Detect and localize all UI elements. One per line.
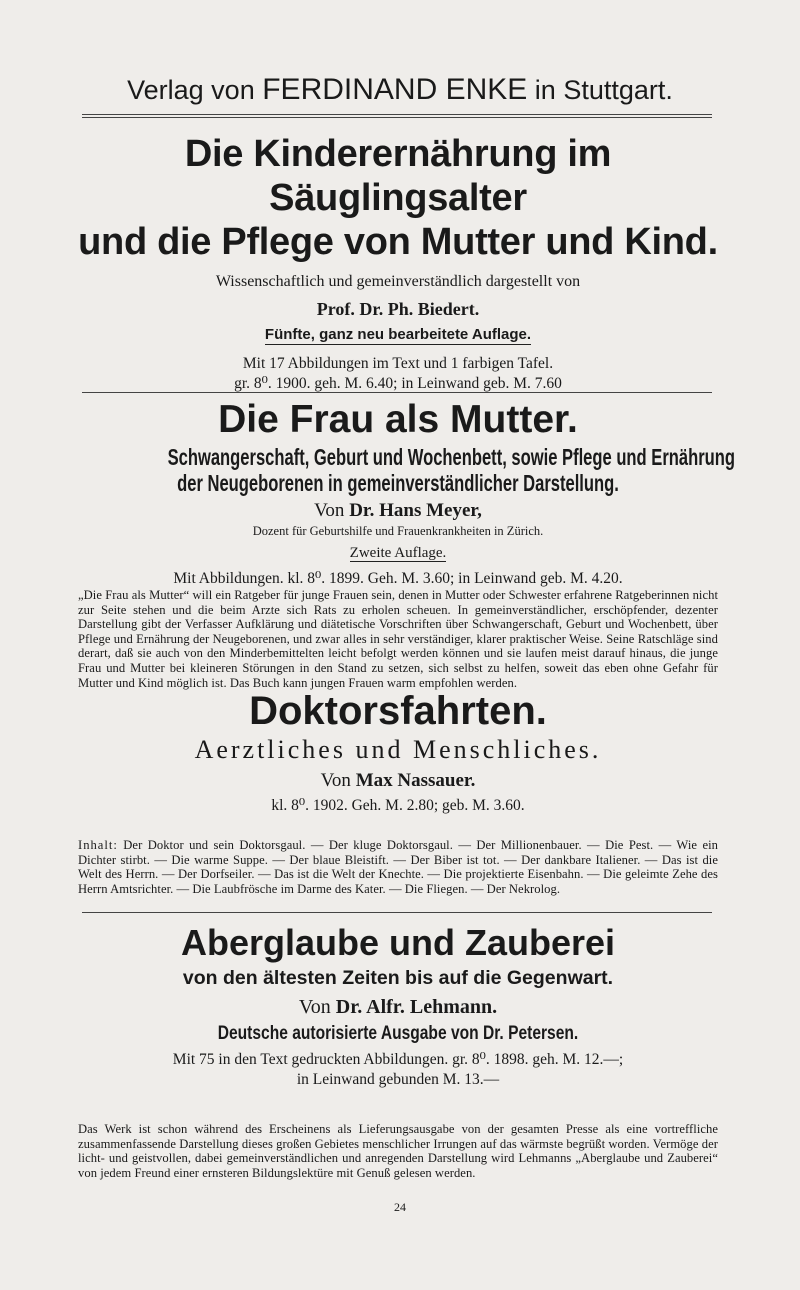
book-subtitle-line2: der Neugeborenen in gemeinverständlicher Darstellung. [177, 470, 619, 496]
book-title: Aberglaube und Zauberei [180, 922, 616, 963]
book-edition: Fünfte, ganz neu bearbeitete Auflage. [264, 326, 532, 343]
book-contents: Inhalt: Der Doktor und sein Doktorsgaul. — Der kluge Doktorsgaul. — Der Millionenbauer. — Die Pest. — Wie ein Dichter stirbt. — Die warme Suppe. — Der blaue Bleistift. — Der Biber ist tot. — Der dankbare Italiener. — Das ist die Welt des Herrn. — Der Dorfseiler. — Das ist die Welt der Knechte. — Die projektierte Eisenbahn. — Die geleimte Zehe des Herrn Amtsrichter. — Die Laubfrösche im Darme des Kater. — Die Fliegen. — Der Nekrolog. [78, 838, 718, 896]
book-meyer-description-block [78, 588, 718, 690]
book-german-edition: Deutsche autorisierte Ausgabe von Dr. Petersen. [217, 1023, 579, 1044]
book-subtitle: von den ältesten Zeiten bis auf die Gegenwart. [182, 967, 614, 989]
page-number: 24 [394, 1200, 406, 1214]
publisher-name: FERDINAND ENKE [262, 73, 528, 106]
book-spec-line1: Mit 17 Abbildungen im Text und 1 farbigen Tafel. [242, 355, 554, 372]
book-subtitle-line1: Schwangerschaft, Geburt und Wochenbett, sowie Pflege und Ernährung [167, 444, 735, 470]
book-affiliation: Dozent für Geburtshilfe und Frauenkrankheiten in Zürich. [252, 524, 544, 538]
publisher-prefix: Verlag von [127, 75, 255, 105]
book-subtitle: Aerztliches und Menschliches. [194, 735, 602, 764]
publisher-header [0, 74, 800, 106]
book-title-line2: und die Pflege von Mutter und Kind. [78, 221, 718, 263]
book-lehmann [78, 922, 718, 1090]
book-spec-line1: Mit 75 in den Text gedruckten Abbildungen. gr. 8⁰. 1898. geh. M. 12.—; [172, 1051, 624, 1068]
book-nassauer-contents-block [78, 838, 718, 896]
book-spec: Mit Abbildungen. kl. 8⁰. 1899. Geh. M. 3.60; in Leinwand geb. M. 4.20. [173, 570, 623, 587]
divider-2 [82, 912, 712, 913]
book-author-line: Von Dr. Alfr. Lehmann. [298, 996, 498, 1018]
book-spec-line2: gr. 8⁰. 1900. geh. M. 6.40; in Leinwand geb. M. 7.60 [234, 375, 562, 392]
book-edition: Zweite Auflage. [349, 545, 447, 561]
book-biedert [78, 132, 718, 394]
publisher-suffix: in Stuttgart. [534, 75, 673, 105]
book-author-line: Von Dr. Hans Meyer, [314, 500, 482, 521]
header-rule [82, 114, 712, 115]
book-spec-line2: in Leinwand gebunden M. 13.— [296, 1071, 500, 1088]
contents-label: Inhalt: [78, 838, 118, 852]
book-subtitle: Wissenschaftlich und gemeinverständlich dargestellt von [215, 273, 581, 290]
book-title: Doktorsfahrten. [249, 689, 547, 733]
book-title: Die Frau als Mutter. [218, 398, 578, 441]
book-lehmann-description-block [78, 1122, 718, 1180]
book-author-line: Von Max Nassauer. [320, 770, 476, 791]
book-description: „Die Frau als Mutter“ will ein Ratgeber für junge Frauen sein, denen in Mutter oder Schwester erfahrene Ratgeberinnen nicht zur Seite stehen und die beim Arzte sich Rats zu erholen scheuen. In gemeinverständlicher, erschöpfender, dezenter Darstellung gibt der Verfasser Aufklärung und diätetische Vorschriften über Schwangerschaft, Geburt und Wochenbett, über Pflege und Ernährung der Neugeborenen, und zwar alles in sehr verständiger, klarer praktischer Weise. Seine Ratschläge sind derart, daß sie auch von den Minderbemittelten leicht befolgt werden können und sie laufen meist darauf hinaus, die junge Frau und Mutter bei kleineren Störungen in den Stand zu setzen, sich selbst zu helfen, soweit das eben ohne Gefahr für Mutter und Kind möglich ist. Das Buch kann jungen Frauen warm empfohlen werden. [78, 588, 718, 690]
divider-1 [82, 392, 712, 393]
book-description: Das Werk ist schon während des Erscheinens als Lieferungsausgabe von der gesamten Presse als eine vortreffliche zusammenfassende Darstellung dieses großen Gebietes menschlicher Irrungen auf das wärmste begrüßt worden. Vermöge der licht- und geistvollen, dabei gemeinverständlichen und anregenden Darstellung wird Lehmanns „Aberglaube und Zauberei“ von jedem Freund einer ernsteren Bildungslektüre mit Genuß gelesen werden. [78, 1122, 718, 1180]
book-nassauer [78, 688, 718, 816]
book-title-line1: Die Kinderernährung im Säuglingsalter [184, 133, 612, 219]
book-author: Prof. Dr. Ph. Biedert. [316, 299, 480, 319]
book-spec: kl. 8⁰. 1902. Geh. M. 2.80; geb. M. 3.60. [271, 797, 525, 814]
book-meyer [78, 398, 735, 589]
